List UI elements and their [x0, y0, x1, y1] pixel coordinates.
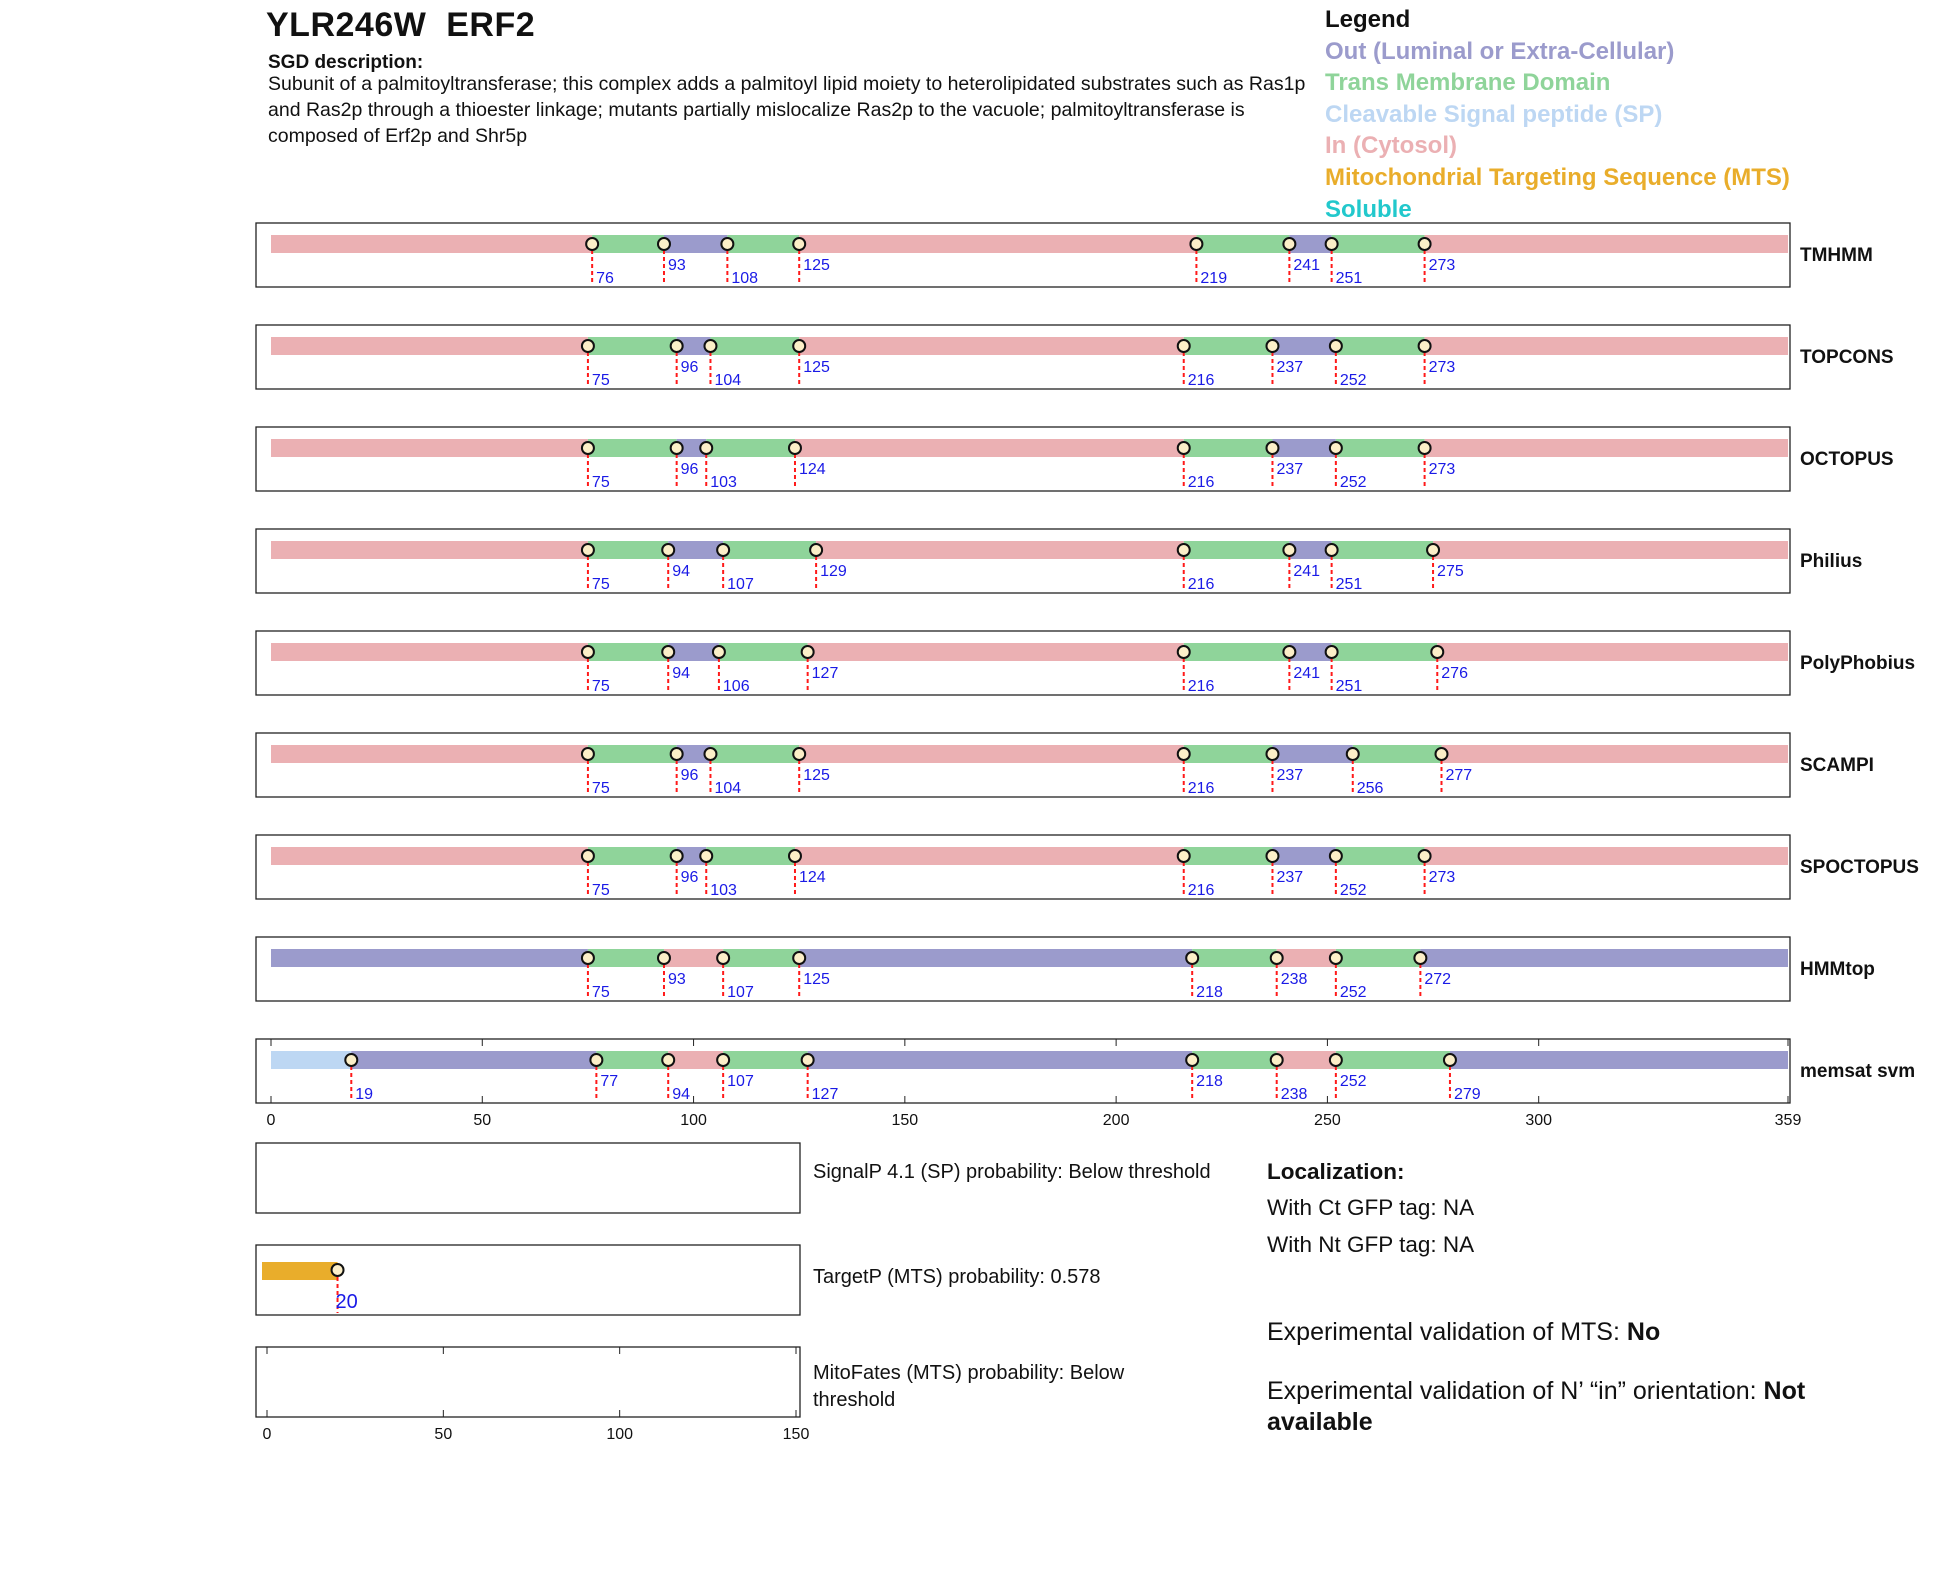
boundary-marker — [1419, 238, 1431, 250]
boundary-marker — [793, 340, 805, 352]
boundary-label: 252 — [1339, 984, 1367, 1001]
boundary-label: 75 — [591, 474, 610, 491]
boundary-marker — [802, 646, 814, 658]
boundary-label: 241 — [1293, 665, 1321, 682]
boundary-label: 252 — [1339, 882, 1367, 899]
boundary-label: 124 — [798, 461, 826, 478]
localization-title: Localization: — [1267, 1159, 1405, 1184]
boundary-label: 127 — [811, 1086, 839, 1103]
boundary-marker — [582, 850, 594, 862]
boundary-label: 216 — [1187, 678, 1215, 695]
predictor-name: HMMtop — [1800, 959, 1875, 980]
orientation-validation-value-2: available — [1267, 1408, 1373, 1436]
boundary-label: 129 — [820, 563, 847, 580]
topology-segment-in — [799, 337, 1184, 355]
boundary-label: 216 — [1187, 576, 1215, 593]
mts-segment — [262, 1262, 338, 1280]
mts-validation-label: Experimental validation of MTS: — [1267, 1318, 1627, 1346]
boundary-marker — [1347, 748, 1359, 760]
predictor-panel-frame — [256, 427, 1790, 491]
boundary-label: 96 — [680, 359, 699, 376]
topology-segment-in — [799, 235, 1196, 253]
boundary-marker — [1326, 238, 1338, 250]
topology-segment-out — [351, 1051, 596, 1069]
mts-validation — [1267, 1318, 1660, 1347]
topology-segment-tm — [1332, 235, 1425, 253]
boundary-label: 273 — [1428, 869, 1456, 886]
boundary-marker — [810, 544, 822, 556]
boundary-marker — [1435, 748, 1447, 760]
topology-segment-tm — [1184, 337, 1273, 355]
predictor-panel-frame — [256, 529, 1790, 593]
signalp-panel — [256, 1143, 800, 1213]
boundary-label: 107 — [727, 984, 754, 1001]
small-x-tick-label: 0 — [262, 1426, 272, 1443]
predictor-panel-frame — [256, 733, 1790, 797]
mitofates-label-line1: MitoFates (MTS) probability: Below — [813, 1362, 1125, 1384]
topology-segment-tm — [1184, 541, 1290, 559]
boundary-marker — [793, 238, 805, 250]
mts-boundary-label: 20 — [335, 1291, 358, 1313]
boundary-marker — [1190, 238, 1202, 250]
boundary-marker — [1283, 238, 1295, 250]
topology-segment-in — [1441, 745, 1788, 763]
boundary-marker — [671, 850, 683, 862]
predictor-name: memsat svm — [1800, 1061, 1916, 1082]
sgd-description-text: Subunit of a palmitoyltransferase; this complex adds a palmitoyl lipid moiety to heterolipidated substrates such as Ras1p and Ras2p through a thioester linkage; mutants partially mislocalize Ras2p to the vacuole; palmitoyltransferase is composed of Erf2p and Shr5p — [268, 73, 1306, 147]
boundary-marker — [1178, 748, 1190, 760]
boundary-label: 237 — [1276, 869, 1304, 886]
topology-segment-tm — [710, 745, 799, 763]
topology-segment-in — [1433, 541, 1788, 559]
mitofates-label-line2: threshold — [813, 1389, 896, 1411]
topology-segment-in — [808, 643, 1184, 661]
boundary-marker — [1326, 544, 1338, 556]
x-tick-label: 359 — [1774, 1112, 1802, 1129]
topology-segment-in — [795, 439, 1184, 457]
legend-item: Out (Luminal or Extra-Cellular) — [1325, 37, 1675, 65]
boundary-label: 252 — [1339, 1073, 1367, 1090]
boundary-label: 104 — [714, 780, 742, 797]
topology-segment-in — [271, 745, 588, 763]
boundary-label: 96 — [680, 869, 699, 886]
boundary-label: 125 — [803, 359, 830, 376]
boundary-label: 218 — [1196, 1073, 1223, 1090]
topology-segment-tm — [710, 337, 799, 355]
topology-segment-out — [1272, 847, 1335, 865]
boundary-marker — [1330, 1054, 1342, 1066]
topology-segment-in — [271, 541, 588, 559]
topology-segment-tm — [706, 847, 795, 865]
topology-segment-tm — [588, 541, 668, 559]
topology-segment-tm — [723, 949, 799, 967]
topology-segment-tm — [1184, 745, 1273, 763]
topology-segment-tm — [1192, 1051, 1277, 1069]
boundary-label: 106 — [722, 678, 750, 695]
topology-segment-in — [799, 745, 1184, 763]
legend-item: Trans Membrane Domain — [1325, 69, 1611, 97]
boundary-label: 252 — [1339, 372, 1367, 389]
boundary-marker — [1271, 952, 1283, 964]
predictor-panel-frame — [256, 835, 1790, 899]
topology-segment-sp — [271, 1051, 351, 1069]
legend-item: Soluble — [1325, 195, 1412, 223]
boundary-marker — [1178, 646, 1190, 658]
topology-segment-in — [795, 847, 1184, 865]
boundary-label: 273 — [1428, 359, 1456, 376]
boundary-marker — [1330, 952, 1342, 964]
orientation-validation-value-1: Not — [1763, 1377, 1806, 1405]
boundary-label: 96 — [680, 767, 699, 784]
boundary-label: 94 — [672, 1086, 691, 1103]
boundary-label: 251 — [1335, 576, 1363, 593]
boundary-label: 216 — [1187, 882, 1215, 899]
topology-segment-tm — [596, 1051, 668, 1069]
boundary-marker — [700, 442, 712, 454]
boundary-label: 237 — [1276, 767, 1304, 784]
boundary-label: 96 — [680, 461, 699, 478]
boundary-label: 75 — [591, 984, 610, 1001]
boundary-marker — [582, 646, 594, 658]
boundary-marker — [1427, 544, 1439, 556]
boundary-label: 77 — [600, 1073, 619, 1090]
topology-segment-out — [1272, 439, 1335, 457]
topology-segment-tm — [1353, 745, 1442, 763]
boundary-label: 275 — [1437, 563, 1464, 580]
boundary-label: 273 — [1428, 461, 1456, 478]
boundary-marker — [1283, 646, 1295, 658]
boundary-marker — [658, 238, 670, 250]
boundary-label: 103 — [710, 474, 737, 491]
topology-segment-tm — [719, 643, 808, 661]
topology-segment-tm — [588, 643, 668, 661]
boundary-label: 251 — [1335, 678, 1363, 695]
boundary-label: 238 — [1280, 971, 1308, 988]
mitofates-panel — [256, 1347, 800, 1417]
boundary-marker — [717, 952, 729, 964]
predictor-name: OCTOPUS — [1800, 449, 1894, 470]
boundary-label: 124 — [798, 869, 826, 886]
topology-segment-tm — [1184, 643, 1290, 661]
boundary-marker — [1330, 850, 1342, 862]
boundary-label: 277 — [1445, 767, 1473, 784]
boundary-label: 107 — [727, 576, 754, 593]
boundary-label: 108 — [731, 270, 759, 287]
boundary-label: 104 — [714, 372, 742, 389]
topology-segment-tm — [1196, 235, 1289, 253]
topology-segment-in — [1277, 1051, 1336, 1069]
boundary-marker — [1444, 1054, 1456, 1066]
legend-title: Legend — [1325, 6, 1411, 33]
topology-segment-out — [808, 1051, 1193, 1069]
boundary-marker — [704, 340, 716, 352]
boundary-label: 75 — [591, 678, 610, 695]
orientation-validation — [1267, 1377, 1805, 1406]
topology-segment-tm — [727, 235, 799, 253]
boundary-marker — [1330, 340, 1342, 352]
boundary-label: 219 — [1200, 270, 1228, 287]
topology-segment-tm — [1332, 541, 1433, 559]
mts-validation-value: No — [1626, 1318, 1661, 1346]
boundary-label: 216 — [1187, 372, 1215, 389]
boundary-marker — [1330, 442, 1342, 454]
boundary-label: 75 — [591, 780, 610, 797]
topology-segment-out — [664, 235, 727, 253]
boundary-marker — [1178, 442, 1190, 454]
signalp-label: SignalP 4.1 (SP) probability: Below threshold — [813, 1161, 1211, 1183]
x-tick-label: 150 — [891, 1112, 919, 1129]
boundary-label: 94 — [672, 563, 691, 580]
boundary-label: 125 — [803, 767, 830, 784]
boundary-marker — [662, 646, 674, 658]
boundary-marker — [789, 850, 801, 862]
boundary-label: 103 — [710, 882, 737, 899]
boundary-marker — [1431, 646, 1443, 658]
boundary-marker — [671, 748, 683, 760]
boundary-label: 75 — [591, 882, 610, 899]
topology-segment-out — [271, 949, 588, 967]
small-x-tick-label: 100 — [606, 1426, 634, 1443]
boundary-marker — [700, 850, 712, 862]
predictor-name: Philius — [1800, 551, 1863, 572]
small-x-tick-label: 150 — [782, 1426, 810, 1443]
boundary-label: 216 — [1187, 474, 1215, 491]
orientation-validation-line2 — [1267, 1408, 1373, 1437]
topology-segment-tm — [1332, 643, 1438, 661]
topology-segment-tm — [588, 439, 677, 457]
topology-segment-tm — [1184, 847, 1273, 865]
boundary-marker — [1178, 544, 1190, 556]
predictor-panel-frame — [256, 223, 1790, 287]
topology-segment-in — [271, 643, 588, 661]
mts-boundary-marker — [332, 1264, 344, 1276]
boundary-marker — [721, 238, 733, 250]
boundary-label: 251 — [1335, 270, 1363, 287]
topology-segment-out — [668, 643, 719, 661]
legend-item: Cleavable Signal peptide (SP) — [1325, 100, 1663, 128]
boundary-marker — [671, 340, 683, 352]
boundary-label: 256 — [1356, 780, 1384, 797]
boundary-label: 237 — [1276, 359, 1304, 376]
boundary-marker — [582, 544, 594, 556]
topology-segment-tm — [588, 745, 677, 763]
boundary-label: 127 — [811, 665, 839, 682]
boundary-label: 19 — [355, 1086, 374, 1103]
boundary-marker — [1283, 544, 1295, 556]
boundary-marker — [717, 1054, 729, 1066]
boundary-marker — [345, 1054, 357, 1066]
boundary-label: 93 — [667, 257, 686, 274]
boundary-label: 107 — [727, 1073, 754, 1090]
boundary-marker — [1186, 1054, 1198, 1066]
x-tick-label: 50 — [473, 1112, 492, 1129]
targetp-label: TargetP (MTS) probability: 0.578 — [813, 1266, 1101, 1288]
boundary-marker — [1326, 646, 1338, 658]
x-tick-label: 250 — [1314, 1112, 1341, 1129]
boundary-label: 276 — [1441, 665, 1468, 682]
topology-segment-in — [1425, 235, 1788, 253]
predictor-panel-frame — [256, 631, 1790, 695]
legend-item: In (Cytosol) — [1325, 132, 1457, 160]
topology-segment-in — [271, 439, 588, 457]
topology-segment-in — [271, 337, 588, 355]
topology-segment-out — [1420, 949, 1788, 967]
topology-segment-in — [1425, 439, 1788, 457]
boundary-marker — [1419, 340, 1431, 352]
x-tick-label: 0 — [266, 1112, 276, 1129]
localization-ct-gfp: With Ct GFP tag: NA — [1267, 1195, 1475, 1220]
boundary-label: 273 — [1428, 257, 1456, 274]
topology-segment-tm — [588, 847, 677, 865]
boundary-marker — [793, 748, 805, 760]
boundary-label: 125 — [803, 971, 830, 988]
boundary-label: 279 — [1453, 1086, 1481, 1103]
topology-segment-tm — [588, 337, 677, 355]
predictor-name: TOPCONS — [1800, 347, 1894, 368]
predictor-name: TMHMM — [1800, 245, 1873, 266]
topology-segment-in — [816, 541, 1184, 559]
orientation-validation-label: Experimental validation of N’ “in” orientation: — [1267, 1377, 1764, 1405]
topology-segment-out — [1450, 1051, 1788, 1069]
boundary-marker — [1271, 1054, 1283, 1066]
boundary-marker — [662, 544, 674, 556]
boundary-marker — [1266, 850, 1278, 862]
topology-segment-tm — [1192, 949, 1277, 967]
boundary-marker — [1178, 850, 1190, 862]
predictor-panel-frame — [256, 1039, 1790, 1103]
boundary-label: 241 — [1293, 257, 1321, 274]
boundary-label: 75 — [591, 576, 610, 593]
boundary-label: 241 — [1293, 563, 1321, 580]
gene-id: YLR246W — [266, 6, 427, 44]
topology-segment-tm — [592, 235, 664, 253]
topology-segment-tm — [1336, 337, 1425, 355]
boundary-label: 216 — [1187, 780, 1215, 797]
topology-segment-tm — [706, 439, 795, 457]
boundary-marker — [671, 442, 683, 454]
boundary-label: 238 — [1280, 1086, 1308, 1103]
topology-segment-tm — [723, 1051, 808, 1069]
x-tick-label: 100 — [680, 1112, 707, 1129]
boundary-marker — [1419, 442, 1431, 454]
boundary-marker — [704, 748, 716, 760]
boundary-label: 252 — [1339, 474, 1367, 491]
boundary-marker — [1178, 340, 1190, 352]
topology-segment-in — [271, 235, 592, 253]
boundary-marker — [1419, 850, 1431, 862]
boundary-marker — [713, 646, 725, 658]
boundary-marker — [582, 340, 594, 352]
boundary-marker — [586, 238, 598, 250]
gene-name: ERF2 — [446, 6, 536, 44]
boundary-marker — [658, 952, 670, 964]
predictor-name: PolyPhobius — [1800, 653, 1916, 674]
sgd-description-label: SGD description: — [268, 52, 424, 73]
predictor-name: SCAMPI — [1800, 755, 1874, 776]
boundary-marker — [582, 442, 594, 454]
topology-segment-in — [1425, 337, 1788, 355]
topology-segment-tm — [1184, 439, 1273, 457]
topology-segment-tm — [1336, 949, 1421, 967]
boundary-label: 93 — [667, 971, 686, 988]
topology-segment-tm — [1336, 1051, 1450, 1069]
topology-segment-tm — [1336, 439, 1425, 457]
topology-segment-out — [668, 541, 723, 559]
boundary-marker — [1414, 952, 1426, 964]
boundary-marker — [1266, 442, 1278, 454]
predictor-panel-frame — [256, 937, 1790, 1001]
x-tick-label: 300 — [1525, 1112, 1553, 1129]
boundary-marker — [590, 1054, 602, 1066]
boundary-label: 237 — [1276, 461, 1304, 478]
topology-segment-out — [1272, 745, 1352, 763]
boundary-label: 272 — [1424, 971, 1452, 988]
boundary-marker — [1266, 748, 1278, 760]
topology-segment-in — [668, 1051, 723, 1069]
predictor-name: SPOCTOPUS — [1800, 857, 1919, 878]
topology-segment-tm — [588, 949, 664, 967]
topology-segment-in — [271, 847, 588, 865]
boundary-label: 75 — [591, 372, 610, 389]
topology-segment-tm — [723, 541, 816, 559]
topology-segment-in — [1437, 643, 1788, 661]
boundary-label: 125 — [803, 257, 830, 274]
boundary-marker — [582, 952, 594, 964]
boundary-marker — [793, 952, 805, 964]
topology-segment-out — [1272, 337, 1335, 355]
boundary-label: 76 — [596, 270, 614, 287]
topology-segment-tm — [1336, 847, 1425, 865]
small-x-tick-label: 50 — [434, 1426, 453, 1443]
boundary-marker — [662, 1054, 674, 1066]
topology-segment-in — [1425, 847, 1788, 865]
boundary-marker — [582, 748, 594, 760]
boundary-label: 94 — [672, 665, 691, 682]
legend-item: Mitochondrial Targeting Sequence (MTS) — [1325, 163, 1790, 191]
x-tick-label: 200 — [1102, 1112, 1130, 1129]
boundary-marker — [802, 1054, 814, 1066]
localization-nt-gfp: With Nt GFP tag: NA — [1267, 1232, 1475, 1257]
predictor-panel-frame — [256, 325, 1790, 389]
boundary-marker — [1186, 952, 1198, 964]
boundary-marker — [789, 442, 801, 454]
boundary-label: 218 — [1196, 984, 1223, 1001]
boundary-marker — [1266, 340, 1278, 352]
boundary-marker — [717, 544, 729, 556]
topology-segment-in — [664, 949, 723, 967]
topology-segment-in — [1277, 949, 1336, 967]
topology-segment-out — [799, 949, 1192, 967]
